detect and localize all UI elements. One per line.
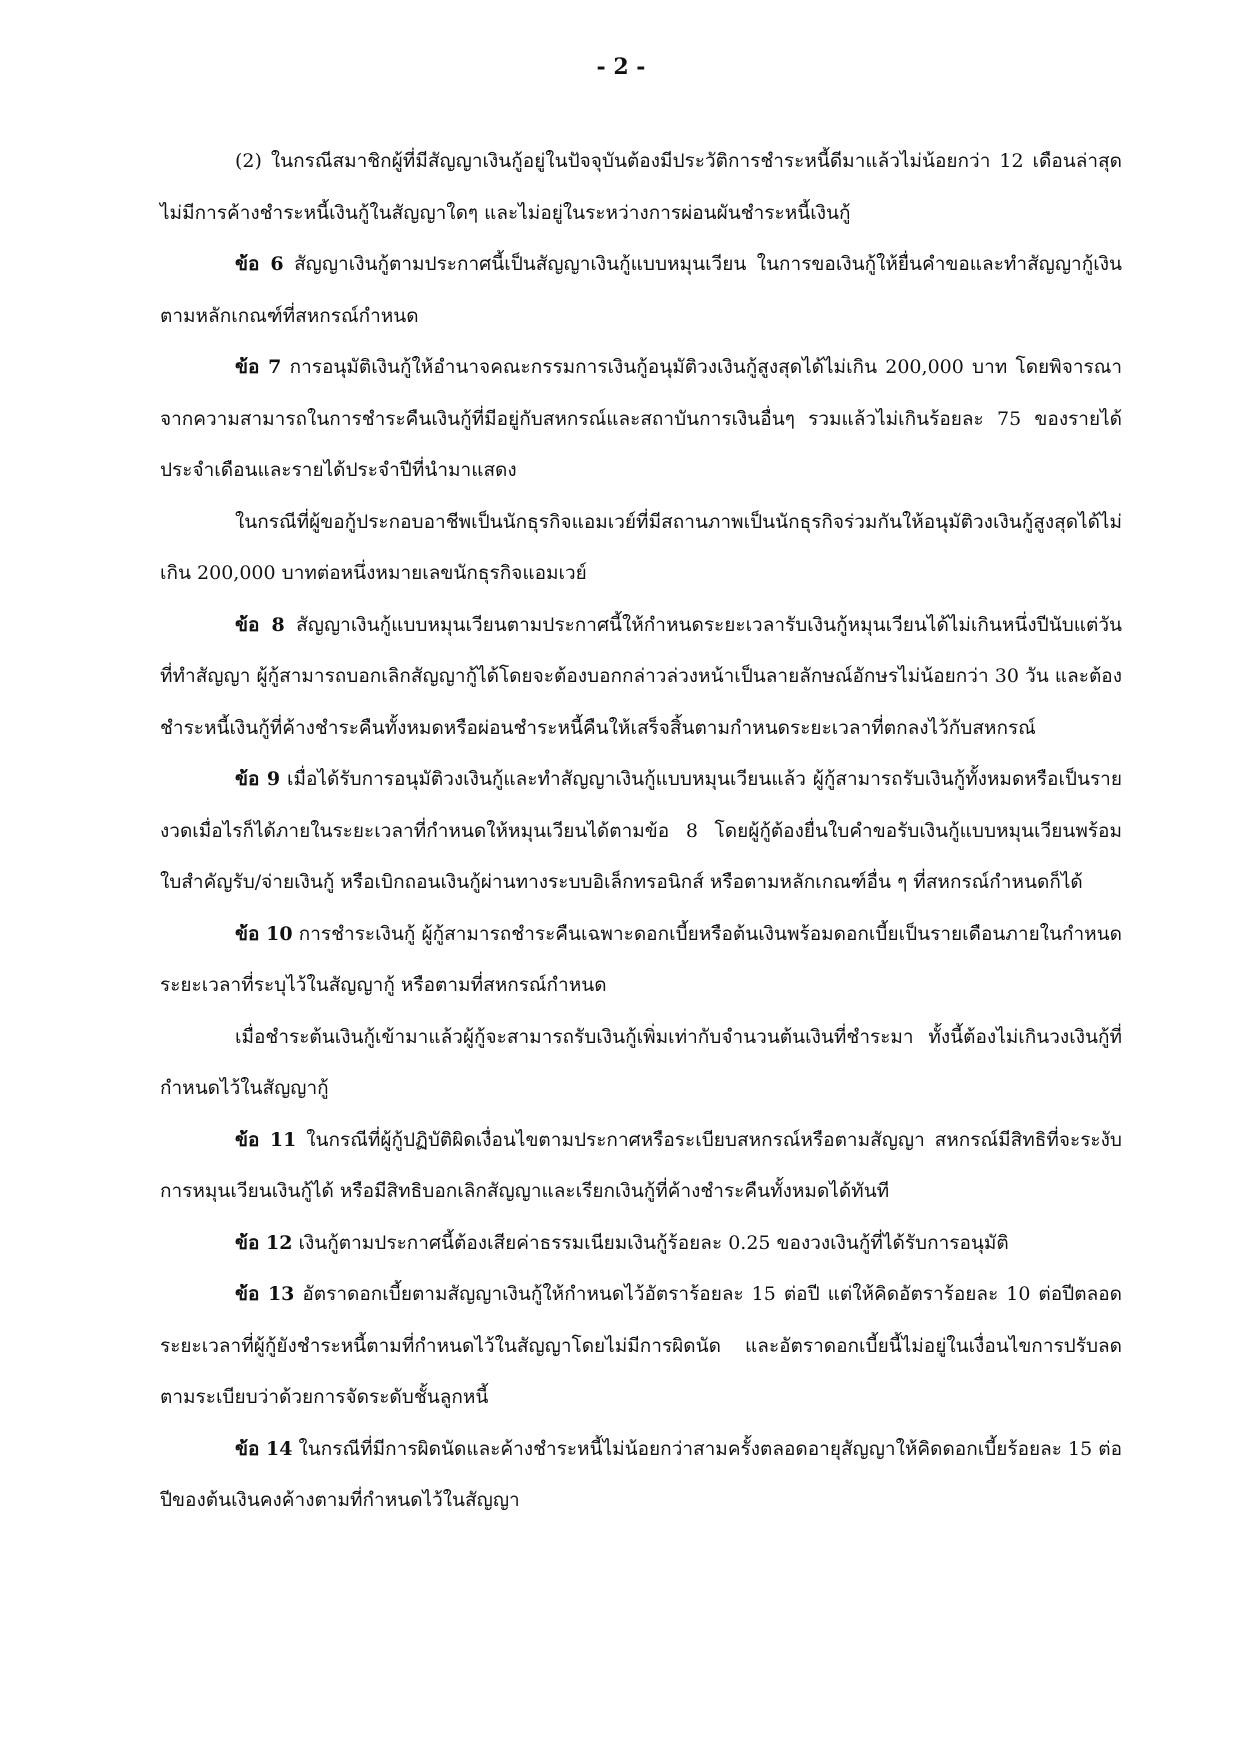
paragraph-1	[160, 136, 1122, 239]
paragraph-text: ในกรณีที่มีการผิดนัดและค้างชำระหนี้ไม่น้อยกว่าสามครั้งตลอดอายุสัญญาให้คิดดอกเบี้ยร้อยละ 15 ต่อปีของต้นเงินคงค้างตามที่กำหนดไว้ในสัญญา	[160, 1437, 1122, 1511]
document-body	[160, 136, 1122, 1527]
clause-number: ข้อ 13	[235, 1283, 295, 1305]
paragraph-text: อัตราดอกเบี้ยตามสัญญาเงินกู้ให้กำหนดไว้อัตราร้อยละ 15 ต่อปี แต่ให้คิดอัตราร้อยละ 10 ต่อปีตลอดระยะเวลาที่ผู้กู้ยังชำระหนี้ตามที่กำหนดไว้ในสัญญาโดยไม่มีการผิดนัด และอัตราดอกเบี้ยนี้ไม่อยู่ในเงื่อนไขการปรับลดตามระเบียบว่าด้วยการจัดระดับชั้นลูกหนี้	[160, 1283, 1122, 1408]
paragraph-clause-10	[160, 909, 1122, 1012]
clause-number: ข้อ 9	[235, 768, 281, 790]
paragraph-text: ในกรณีที่ผู้ขอกู้ประกอบอาชีพเป็นนักธุรกิจแอมเวย์ที่มีสถานภาพเป็นนักธุรกิจร่วมกันให้อนุมัติวงเงินกู้สูงสุดได้ไม่เกิน 200,000 บาทต่อหนึ่งหมายเลขนักธุรกิจแอมเวย์	[160, 510, 1123, 584]
paragraph-clause-14	[160, 1424, 1122, 1527]
paragraph-clause-12	[160, 1218, 1122, 1270]
paragraph-clause-11	[160, 1115, 1122, 1218]
paragraph-clause-10-continued	[160, 1012, 1122, 1115]
paragraph-clause-6	[160, 239, 1122, 342]
paragraph-text: เมื่อได้รับการอนุมัติวงเงินกู้และทำสัญญาเงินกู้แบบหมุนเวียนแล้ว ผู้กู้สามารถรับเงินกู้ทั้งหมดหรือเป็นรายงวดเมื่อไรก็ได้ภายในระยะเวลาที่กำหนดให้หมุนเวียนได้ตามข้อ 8 โดยผู้กู้ต้องยื่นใบคำขอรับเงินกู้แบบหมุนเวียนพร้อมใบสำคัญรับ/จ่ายเงินกู้ หรือเบิกถอนเงินกู้ผ่านทางระบบอิเล็กทรอนิกส์ หรือตามหลักเกณฑ์อื่น ๆ ที่สหกรณ์กำหนดก็ได้	[160, 768, 1122, 893]
paragraph-clause-7-continued	[160, 497, 1122, 600]
paragraph-text: เมื่อชำระต้นเงินกู้เข้ามาแล้วผู้กู้จะสามารถรับเงินกู้เพิ่มเท่ากับจำนวนต้นเงินที่ชำระมา ทั้งนี้ต้องไม่เกินวงเงินกู้ที่กำหนดไว้ในสัญญากู้	[160, 1025, 1122, 1099]
paragraph-text: สัญญาเงินกู้แบบหมุนเวียนตามประกาศนี้ให้กำหนดระยะเวลารับเงินกู้หมุนเวียนได้ไม่เกินหนึ่งปีนับแต่วันที่ทำสัญญา ผู้กู้สามารถบอกเลิกสัญญากู้ได้โดยจะต้องบอกกล่าวล่วงหน้าเป็นลายลักษณ์อักษรไม่น้อยกว่า 30 วัน และต้องชำระหนี้เงินกู้ที่ค้างชำระคืนทั้งหมดหรือผ่อนชำระหนี้คืนให้เสร็จสิ้นตามกำหนดระยะเวลาที่ตกลงไว้กับสหกรณ์	[160, 613, 1122, 739]
paragraph-text: (2) ในกรณีสมาชิกผู้ที่มีสัญญาเงินกู้อยู่ในปัจจุบันต้องมีประวัติการชำระหนี้ดีมาแล้วไม่น้อยกว่า 12 เดือนล่าสุด ไม่มีการค้างชำระหนี้เงินกู้ในสัญญาใดๆ และไม่อยู่ในระหว่างการผ่อนผันชำระหนี้เงินกู้	[160, 150, 1122, 224]
clause-number: ข้อ 7	[235, 356, 282, 378]
paragraph-text: การชำระเงินกู้ ผู้กู้สามารถชำระคืนเฉพาะดอกเบี้ยหรือต้นเงินพร้อมดอกเบี้ยเป็นรายเดือนภายในกำหนดระยะเวลาที่ระบุไว้ในสัญญากู้ หรือตามที่สหกรณ์กำหนด	[160, 922, 1122, 996]
clause-number: ข้อ 12	[235, 1231, 293, 1254]
paragraph-clause-9	[160, 754, 1122, 909]
clause-number: ข้อ 8	[235, 613, 285, 636]
paragraph-text: เงินกู้ตามประกาศนี้ต้องเสียค่าธรรมเนียมเงินกู้ร้อยละ 0.25 ของวงเงินกู้ที่ได้รับการอนุมัติ	[292, 1231, 1009, 1254]
paragraph-clause-8	[160, 600, 1122, 755]
clause-number: ข้อ 6	[235, 253, 284, 275]
paragraph-text: ในกรณีที่ผู้กู้ปฏิบัติผิดเงื่อนไขตามประกาศหรือระเบียบสหกรณ์หรือตามสัญญา สหกรณ์มีสิทธิที่จะระงับการหมุนเวียนเงินกู้ได้ หรือมีสิทธิบอกเลิกสัญญาและเรียกเงินกู้ที่ค้างชำระคืนทั้งหมดได้ทันที	[160, 1128, 1122, 1202]
clause-number: ข้อ 14	[235, 1437, 293, 1460]
paragraph-text: การอนุมัติเงินกู้ให้อำนาจคณะกรรมการเงินกู้อนุมัติวงเงินกู้สูงสุดได้ไม่เกิน 200,000 บาท โดยพิจารณาจากความสามารถในการชำระคืนเงินกู้ที่มีอยู่กับสหกรณ์และสถาบันการเงินอื่นๆ รวมแล้วไม่เกินร้อยละ 75 ของรายได้ประจำเดือนและรายได้ประจำปีที่นำมาแสดง	[160, 356, 1122, 481]
clause-number: ข้อ 10	[235, 922, 293, 945]
page-number: - 2 -	[596, 54, 646, 80]
paragraph-clause-7	[160, 342, 1122, 497]
clause-number: ข้อ 11	[235, 1128, 297, 1151]
paragraph-text: สัญญาเงินกู้ตามประกาศนี้เป็นสัญญาเงินกู้แบบหมุนเวียน ในการขอเงินกู้ให้ยื่นคำขอและทำสัญญากู้เงินตามหลักเกณฑ์ที่สหกรณ์กำหนด	[160, 253, 1122, 327]
paragraph-clause-13	[160, 1269, 1122, 1424]
